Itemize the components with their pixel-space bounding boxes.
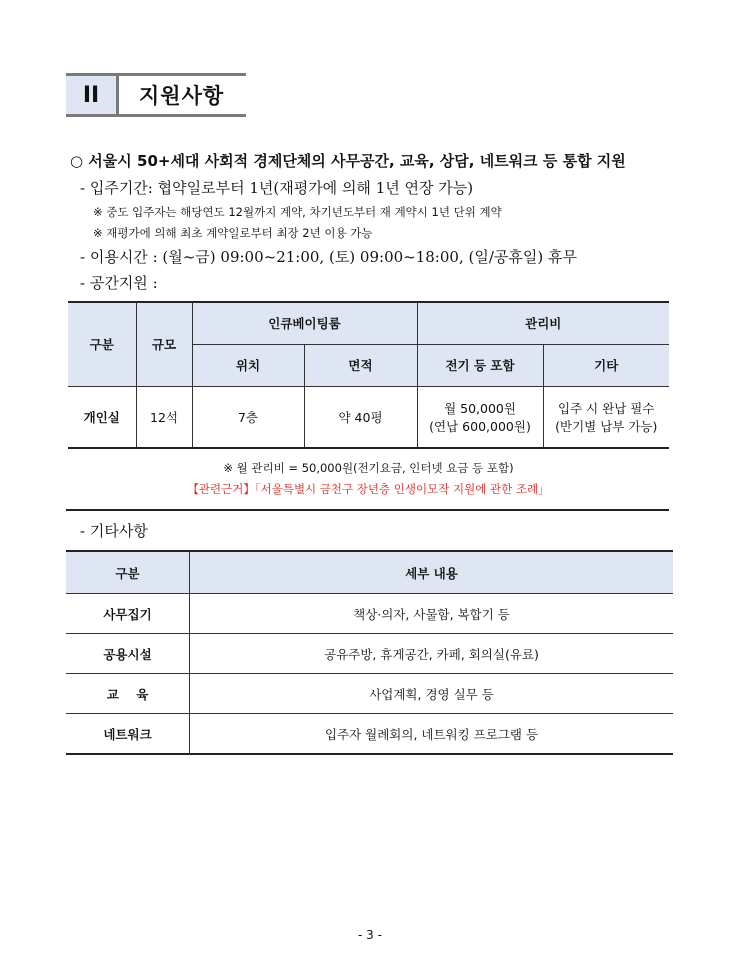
row-category: 사무집기 xyxy=(66,594,190,634)
other-line-2: (반기별 납부 가능) xyxy=(555,418,658,434)
table-row xyxy=(68,386,669,448)
table-row xyxy=(66,674,673,714)
row-detail: 공유주방, 휴게공간, 카페, 회의실(유료) xyxy=(190,634,674,674)
header-area: 면적 xyxy=(304,344,417,386)
header-category: 구분 xyxy=(68,302,136,386)
header-incubating-room: 인큐베이팅룸 xyxy=(192,302,417,344)
move-in-period: - 입주기간: 협약일로부터 1년(재평가에 의해 1년 연장 가능) xyxy=(80,179,474,197)
header-detail: 세부 내용 xyxy=(190,551,674,594)
row-detail: 책상·의자, 사물함, 복합기 등 xyxy=(190,594,674,634)
cell-area: 약 40평 xyxy=(304,386,417,448)
section-title: 지원사항 xyxy=(139,84,225,108)
fee-monthly: 월 50,000원 xyxy=(444,400,516,416)
cell-category: 개인실 xyxy=(68,386,136,448)
table-row xyxy=(66,714,673,755)
space-support: - 공간지원 : xyxy=(80,274,158,292)
page-number: - 3 - xyxy=(358,928,382,942)
row-category: 교 육 xyxy=(66,674,190,714)
table-row xyxy=(66,594,673,634)
section-number: II xyxy=(66,76,119,114)
cell-size: 12석 xyxy=(136,386,192,448)
etc-label: - 기타사항 xyxy=(80,522,148,540)
row-category: 네트워크 xyxy=(66,714,190,755)
row-category: 공용시설 xyxy=(66,634,190,674)
section-header xyxy=(66,73,246,117)
header-location: 위치 xyxy=(192,344,304,386)
note-mid-term: ※ 중도 입주자는 해당연도 12월까지 계약, 차기년도부터 재 계약시 1년 단위 계약 xyxy=(93,205,502,219)
header-category: 구분 xyxy=(66,551,190,594)
note-max-term: ※ 재평가에 의해 최초 계약일로부터 최장 2년 이용 가능 xyxy=(93,226,373,240)
cell-other xyxy=(543,386,669,448)
etc-table xyxy=(66,550,673,755)
table-row xyxy=(66,634,673,674)
usage-hours: - 이용시간 : (월~금) 09:00~21:00, (토) 09:00~18:00, (일/공휴일) 휴무 xyxy=(80,248,577,266)
header-other: 기타 xyxy=(543,344,669,386)
space-table xyxy=(68,301,669,449)
row-detail: 입주자 월례회의, 네트워킹 프로그램 등 xyxy=(190,714,674,755)
row-detail: 사업계획, 경영 실무 등 xyxy=(190,674,674,714)
cell-location: 7층 xyxy=(192,386,304,448)
fee-yearly: (연납 600,000원) xyxy=(429,418,531,434)
other-line-1: 입주 시 완납 필수 xyxy=(558,400,655,416)
header-size: 규모 xyxy=(136,302,192,386)
header-management-fee: 관리비 xyxy=(417,302,669,344)
fee-note: ※ 월 관리비 = 50,000원(전기요금, 인터넷 요금 등 포함) xyxy=(223,461,514,475)
divider xyxy=(66,509,669,511)
headline: ○ 서울시 50+세대 사회적 경제단체의 사무공간, 교육, 상담, 네트워크 등 통합 지원 xyxy=(70,152,626,170)
cell-fee xyxy=(417,386,543,448)
legal-basis: 【관련근거】「서울특별시 금천구 장년층 인생이모작 지원에 관한 조례」 xyxy=(187,482,550,496)
header-electric-included: 전기 등 포함 xyxy=(417,344,543,386)
